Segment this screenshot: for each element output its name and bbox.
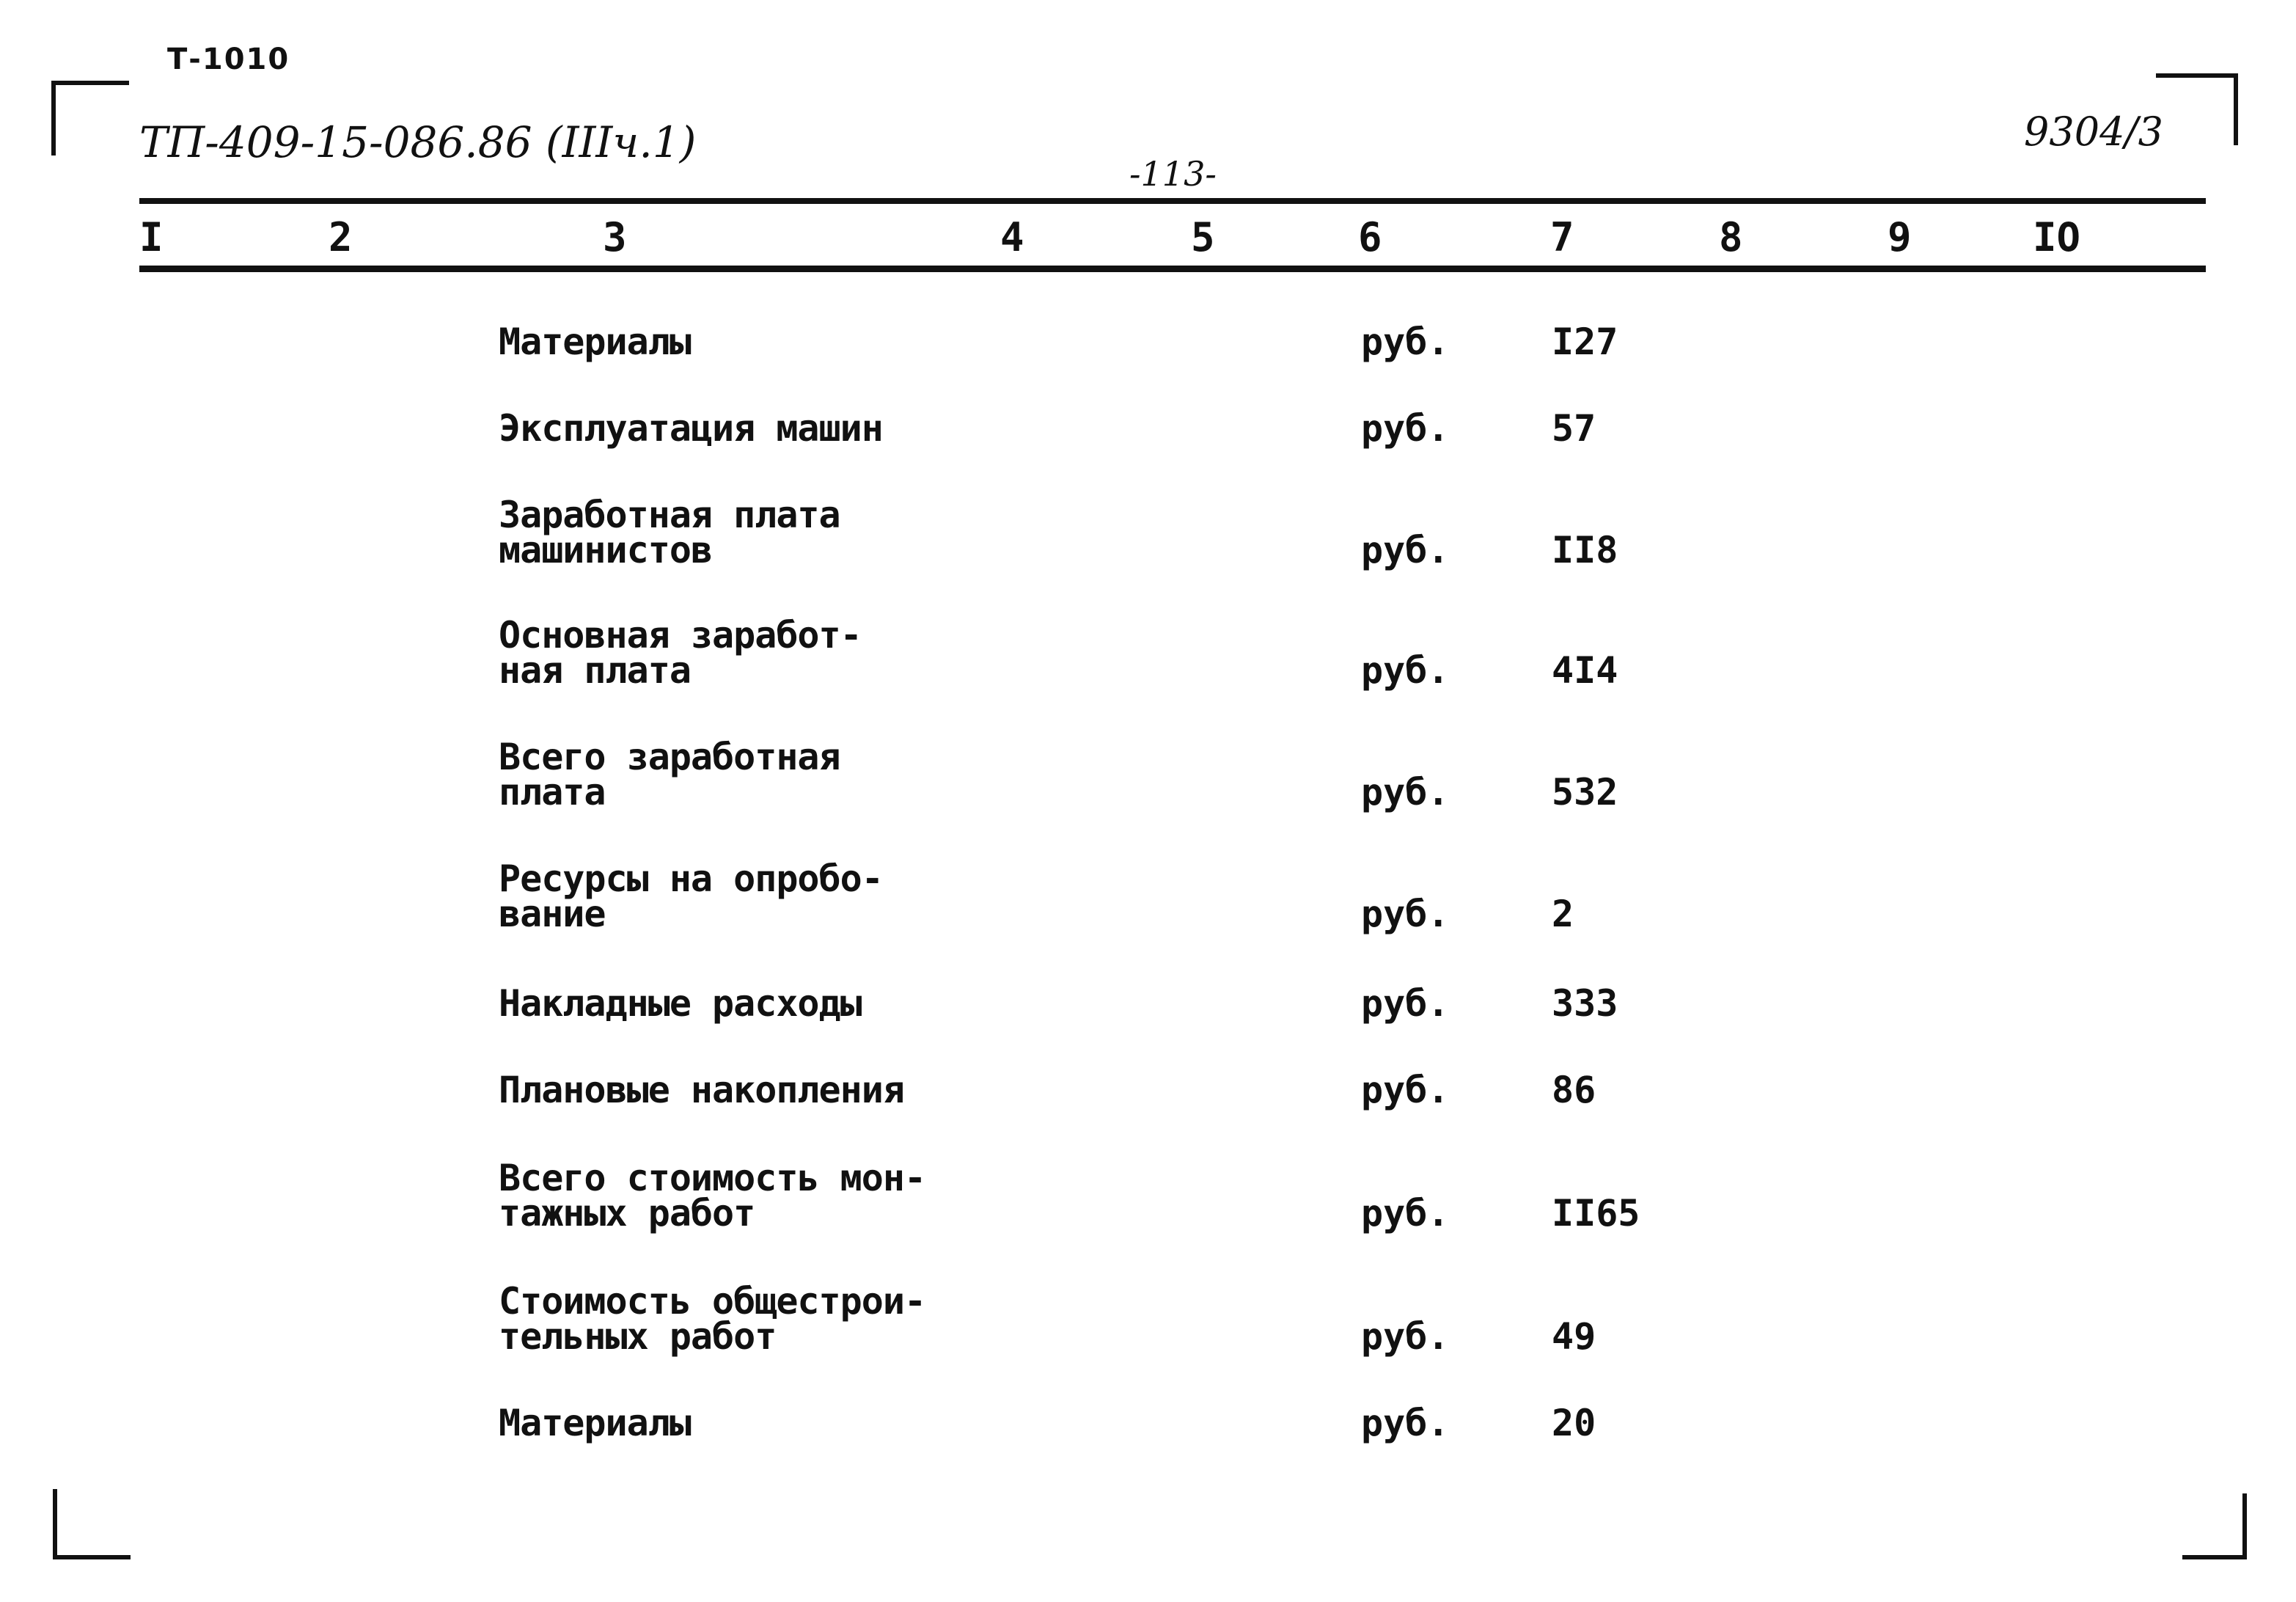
column-number: 9: [1888, 214, 1912, 260]
row-value: 57: [1552, 407, 1596, 450]
column-number: 8: [1719, 214, 1743, 260]
row-unit: руб.: [1361, 321, 1450, 363]
row-label: Ресурсы на опробо- вание: [499, 857, 883, 935]
row-label: Плановые накопления: [499, 1069, 904, 1111]
row-value: II8: [1552, 529, 1618, 571]
corner-mark-top-left: [51, 81, 129, 156]
page-number: -113-: [1129, 154, 1217, 194]
column-number: 5: [1191, 214, 1215, 260]
row-label: Заработная плата машинистов: [499, 494, 840, 571]
row-label: Накладные расходы: [499, 982, 862, 1025]
row-value: 333: [1552, 982, 1618, 1025]
sheet-code: 9304/3: [2024, 109, 2163, 155]
row-unit: руб.: [1361, 407, 1450, 450]
header-rule-top: [139, 198, 2206, 204]
row-unit: руб.: [1361, 1192, 1450, 1235]
series-number: Т-1010: [167, 43, 290, 76]
header-rule-bottom: [139, 266, 2206, 272]
row-unit: руб.: [1361, 771, 1450, 813]
row-value: 86: [1552, 1069, 1596, 1111]
row-label: Стоимость общестрои- тельных работ: [499, 1280, 926, 1358]
row-unit: руб.: [1361, 1402, 1450, 1444]
document-code: ТП-409-15-086.86 (IIIч.1): [139, 117, 697, 167]
corner-mark-bottom-right: [2182, 1493, 2247, 1559]
row-label: Эксплуатация машин: [499, 407, 883, 450]
row-unit: руб.: [1361, 529, 1450, 571]
row-label: Всего заработная плата: [499, 736, 840, 813]
row-label: Основная заработ- ная плата: [499, 614, 862, 692]
row-label: Всего стоимость мон- тажных работ: [499, 1157, 926, 1235]
row-value: 20: [1552, 1402, 1596, 1444]
row-value: I27: [1552, 321, 1618, 363]
row-label: Материалы: [499, 321, 691, 363]
row-unit: руб.: [1361, 1315, 1450, 1358]
column-number: 2: [329, 214, 353, 260]
row-unit: руб.: [1361, 893, 1450, 935]
column-number: 3: [603, 214, 627, 260]
row-unit: руб.: [1361, 1069, 1450, 1111]
column-number: IO: [2033, 214, 2081, 260]
row-value: II65: [1552, 1192, 1640, 1235]
row-label: Материалы: [499, 1402, 691, 1444]
corner-mark-bottom-left: [53, 1489, 131, 1559]
corner-mark-top-right: [2156, 73, 2238, 145]
column-number: 7: [1550, 214, 1574, 260]
column-number: 6: [1358, 214, 1382, 260]
row-value: 2: [1552, 893, 1574, 935]
column-number: I: [139, 214, 164, 260]
row-value: 49: [1552, 1315, 1596, 1358]
row-unit: руб.: [1361, 649, 1450, 692]
row-unit: руб.: [1361, 982, 1450, 1025]
column-number: 4: [1000, 214, 1024, 260]
row-value: 532: [1552, 771, 1618, 813]
row-value: 4I4: [1552, 649, 1618, 692]
